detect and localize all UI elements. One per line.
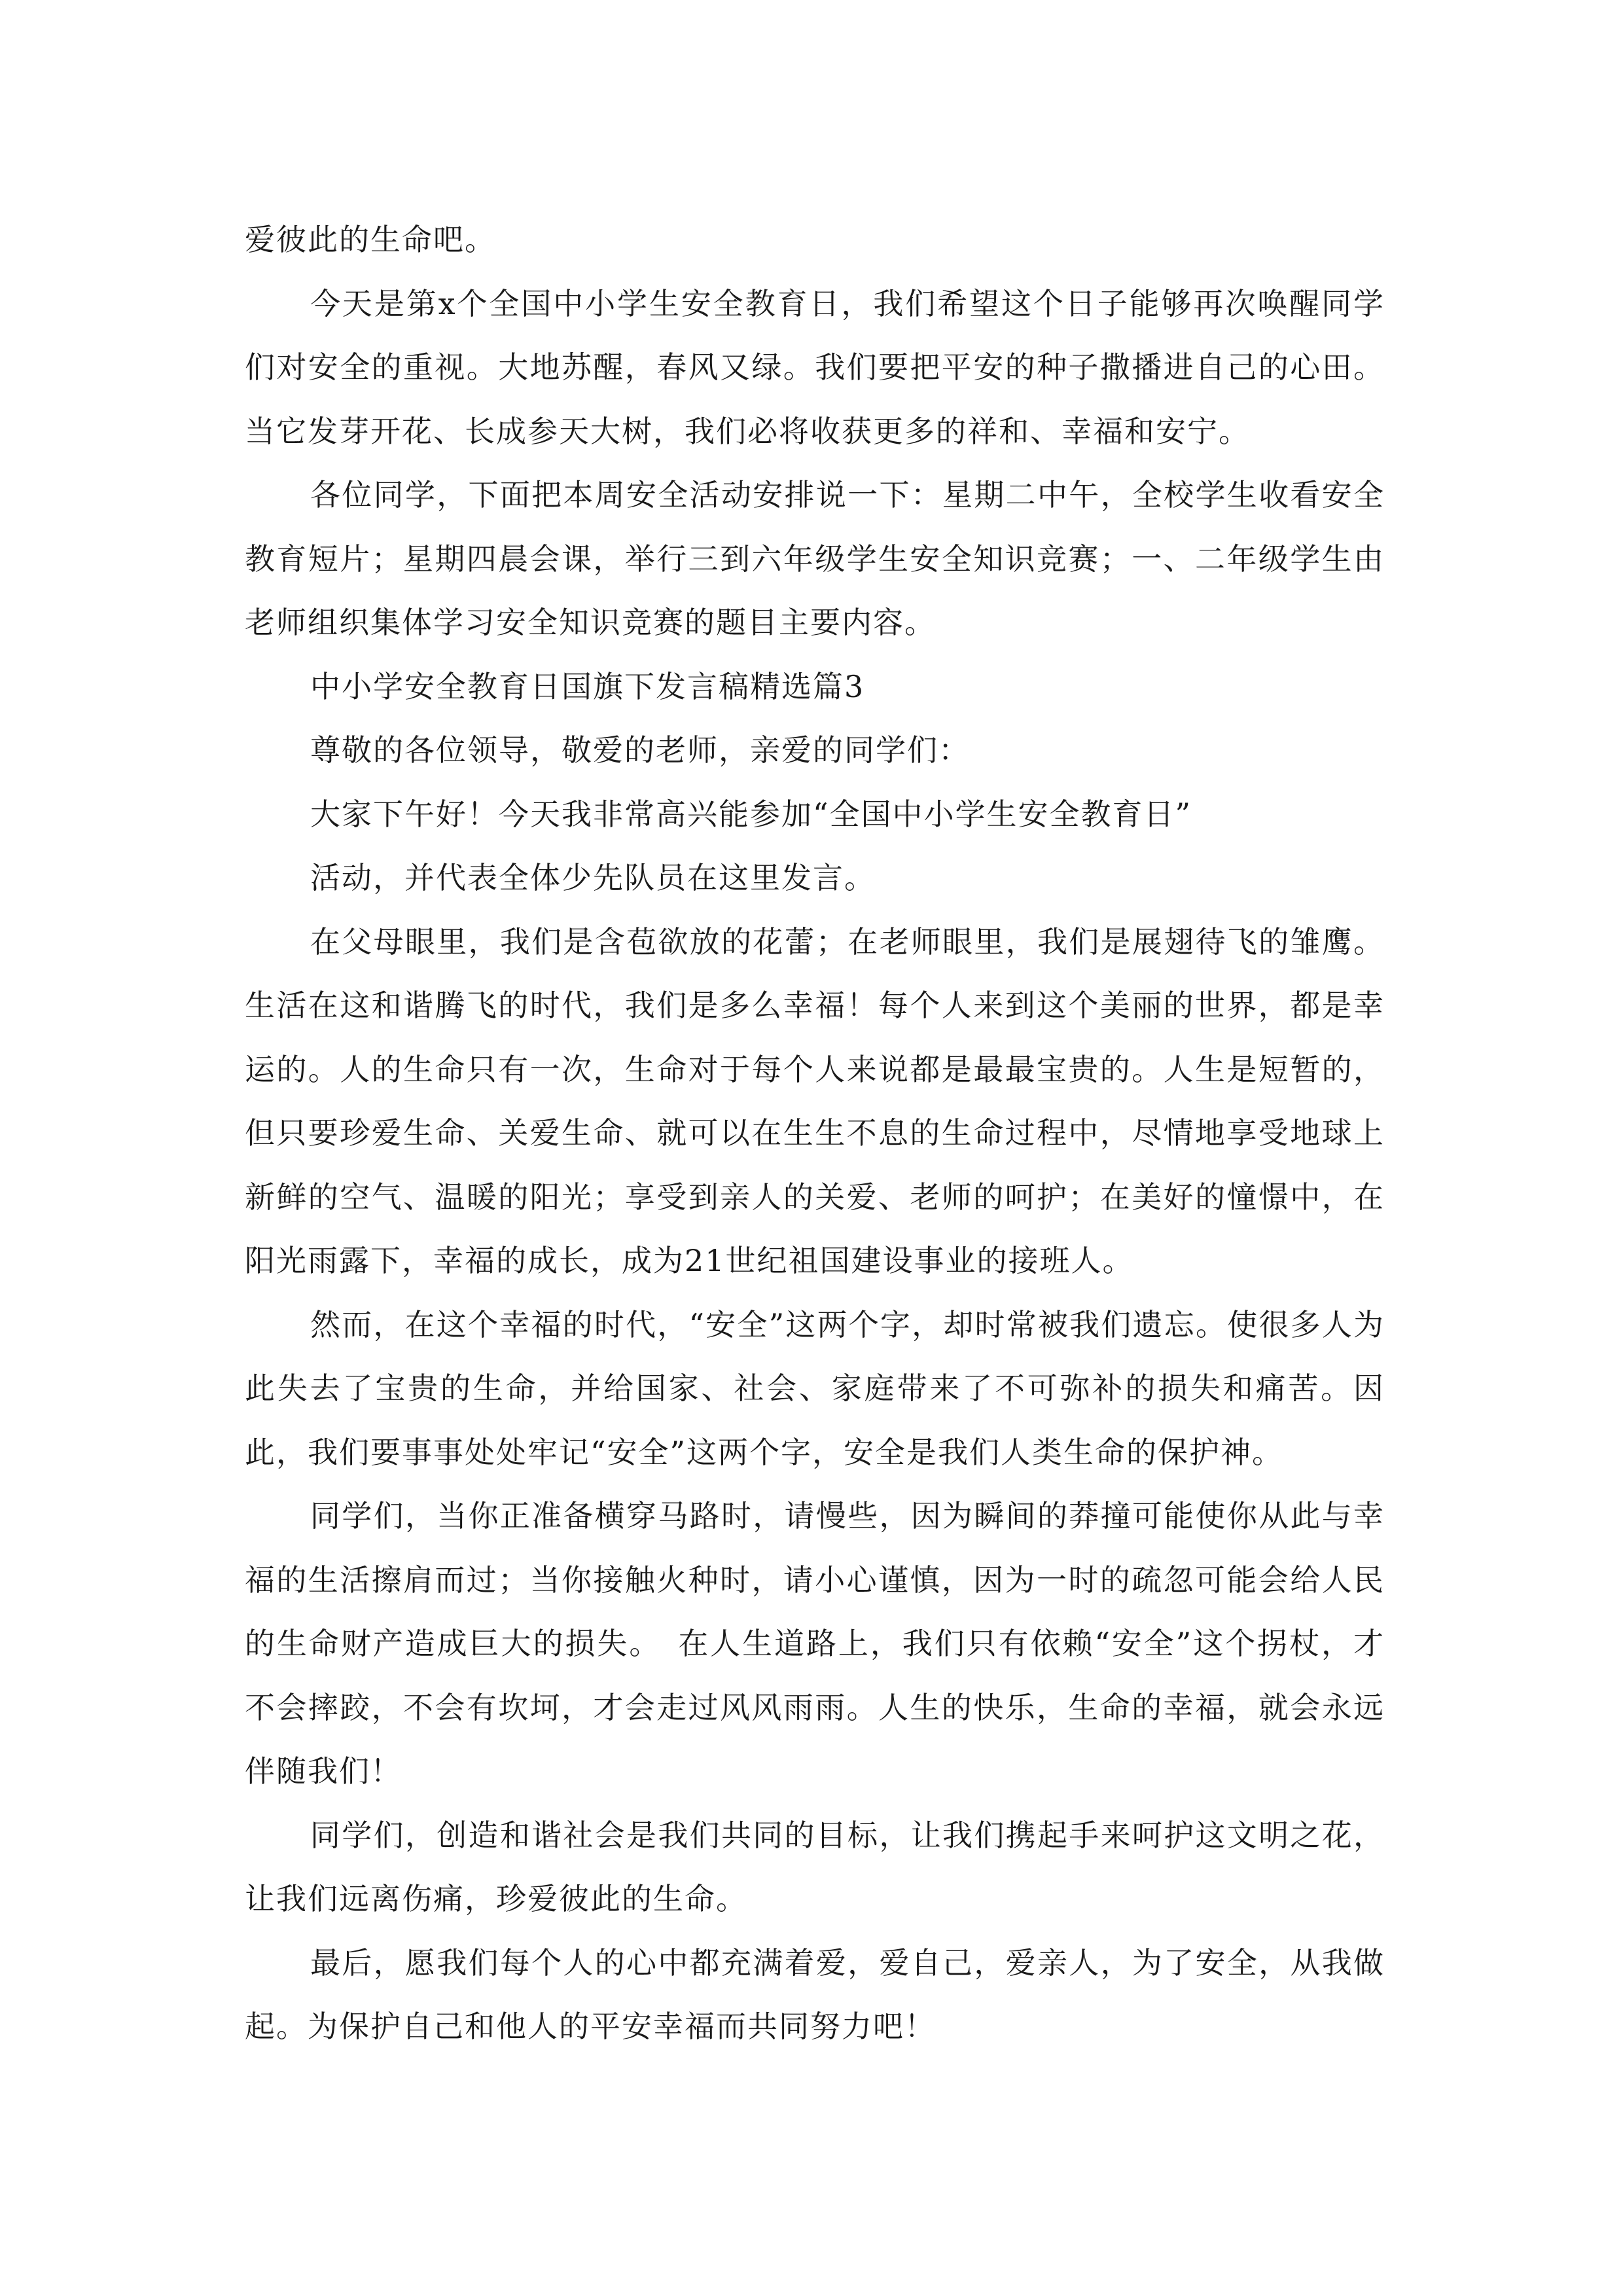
paragraph-10: 同学们，当你正准备横穿马路时，请慢些，因为瞬间的莽撞可能使你从此与幸福的生活擦肩而过；当你接触火种时，请小心谨慎，因为一时的疏忽可能会给人民的生命财产造成巨大的损失。 在人生道路上，我们只有依赖“安全”这个拐杖，才不会摔跤，不会有坎坷，才会走过风风雨雨。人生的快乐，生命的幸福，就会永远伴随我们！ [245,1498,1385,1789]
paragraph-9: 然而，在这个幸福的时代，“安全”这两个字，却时常被我们遗忘。使很多人为此失去了宝贵的生命，并给国家、社会、家庭带来了不可弥补的损失和痛苦。因此，我们要事事处处牢记“安全”这两个字，安全是我们人类生命的保护神。 [245,1306,1385,1470]
paragraph-3: 各位同学，下面把本周安全活动安排说一下：星期二中午，全校学生收看安全教育短片；星期四晨会课，举行三到六年级学生安全知识竞赛；一、二年级学生由老师组织集体学习安全知识竞赛的题目主要内容。 [245,477,1385,640]
salutation: 尊敬的各位领导，敬爱的老师，亲爱的同学们： [310,732,970,768]
closing-paragraph: 最后，愿我们每个人的心中都充满着爱，爱自己，爱亲人，为了安全，从我做起。为保护自己和他人的平安幸福而共同努力吧！ [245,1945,1385,2044]
greeting-continuation: 活动，并代表全体少先队员在这里发言。 [310,860,876,895]
greeting-line: 大家下午好！今天我非常高兴能参加“全国中小学生安全教育日” [310,796,1192,832]
section-title: 中小学安全教育日国旗下发言稿精选篇3 [310,668,865,704]
document-body [245,208,1385,2059]
paragraph-2: 今天是第x个全国中小学生安全教育日，我们希望这个日子能够再次唤醒同学们对安全的重视。大地苏醒，春风又绿。我们要把平安的种子撒播进自己的心田。当它发芽开花、长成参天大树，我们必将收获更多的祥和、幸福和安宁。 [245,285,1385,449]
paragraph-1: 爱彼此的生命吧。 [245,222,496,257]
paragraph-11: 同学们，创造和谐社会是我们共同的目标，让我们携起手来呵护这文明之花，让我们远离伤痛，珍爱彼此的生命。 [245,1817,1385,1916]
paragraph-8: 在父母眼里，我们是含苞欲放的花蕾；在老师眼里，我们是展翅待飞的雏鹰。生活在这和谐腾飞的时代，我们是多么幸福！每个人来到这个美丽的世界，都是幸运的。人的生命只有一次，生命对于每个人来说都是最最宝贵的。人生是短暂的，但只要珍爱生命、关爱生命、就可以在生生不息的生命过程中，尽情地享受地球上新鲜的空气、温暖的阳光；享受到亲人的关爱、老师的呵护；在美好的憧憬中，在阳光雨露下，幸福的成长，成为21世纪祖国建设事业的接班人。 [245,924,1385,1278]
